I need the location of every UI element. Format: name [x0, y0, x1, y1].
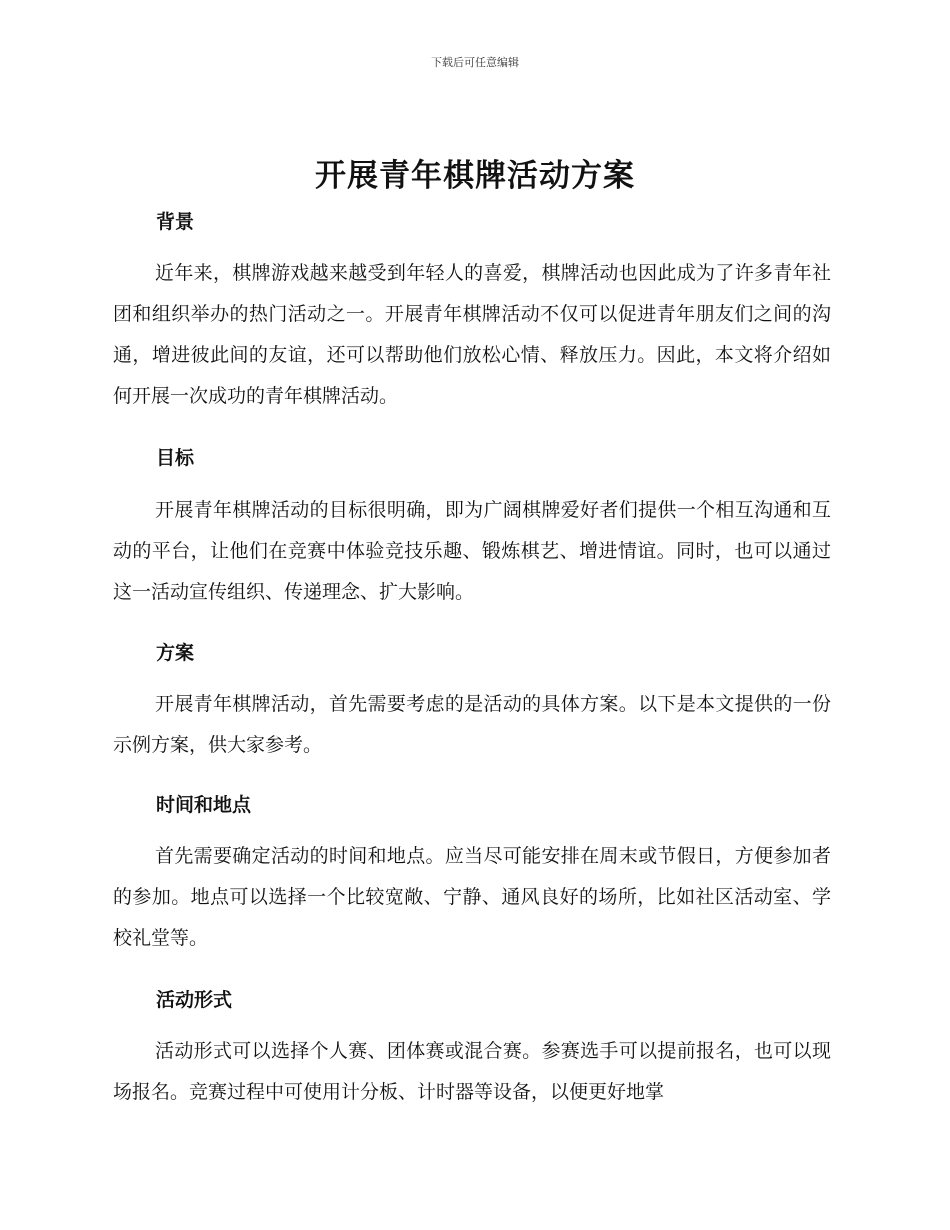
section-heading-plan: 方案 — [156, 642, 195, 664]
paragraph-time-place: 首先需要确定活动的时间和地点。应当尽可能安排在周末或节假日，方便参加者的参加。地点可以选择一个比较宽敞、宁静、通风良好的场所，比如社区活动室、学校礼堂等。 — [113, 845, 831, 949]
paragraph-background: 近年来，棋牌游戏越来越受到年轻人的喜爱，棋牌活动也因此成为了许多青年社团和组织举办的热门活动之一。开展青年棋牌活动不仅可以促进青年朋友们之间的沟通，增进彼此间的友谊，还可以帮助他们放松心情、释放压力。因此，本文将介绍如何开展一次成功的青年棋牌活动。 — [113, 262, 831, 407]
section-heading-time-place: 时间和地点 — [156, 794, 252, 816]
document-title: 开展青年棋牌活动方案 — [315, 158, 635, 194]
paragraph-format: 活动形式可以选择个人赛、团体赛或混合赛。参赛选手可以提前报名，也可以现场报名。竞赛过程中可使用计分板、计时器等设备，以便更好地掌 — [113, 1040, 831, 1103]
section-heading-format: 活动形式 — [156, 989, 233, 1011]
header-note: 下载后可任意编辑 — [431, 56, 519, 69]
section-heading-goal: 目标 — [156, 447, 195, 469]
section-heading-background: 背景 — [156, 211, 195, 233]
paragraph-plan: 开展青年棋牌活动，首先需要考虑的是活动的具体方案。以下是本文提供的一份示例方案，供大家参考。 — [113, 693, 831, 756]
paragraph-goal: 开展青年棋牌活动的目标很明确，即为广阔棋牌爱好者们提供一个相互沟通和互动的平台，让他们在竞赛中体验竞技乐趣、锻炼棋艺、增进情谊。同时，也可以通过这一活动宣传组织、传递理念、扩大影响。 — [113, 499, 831, 603]
